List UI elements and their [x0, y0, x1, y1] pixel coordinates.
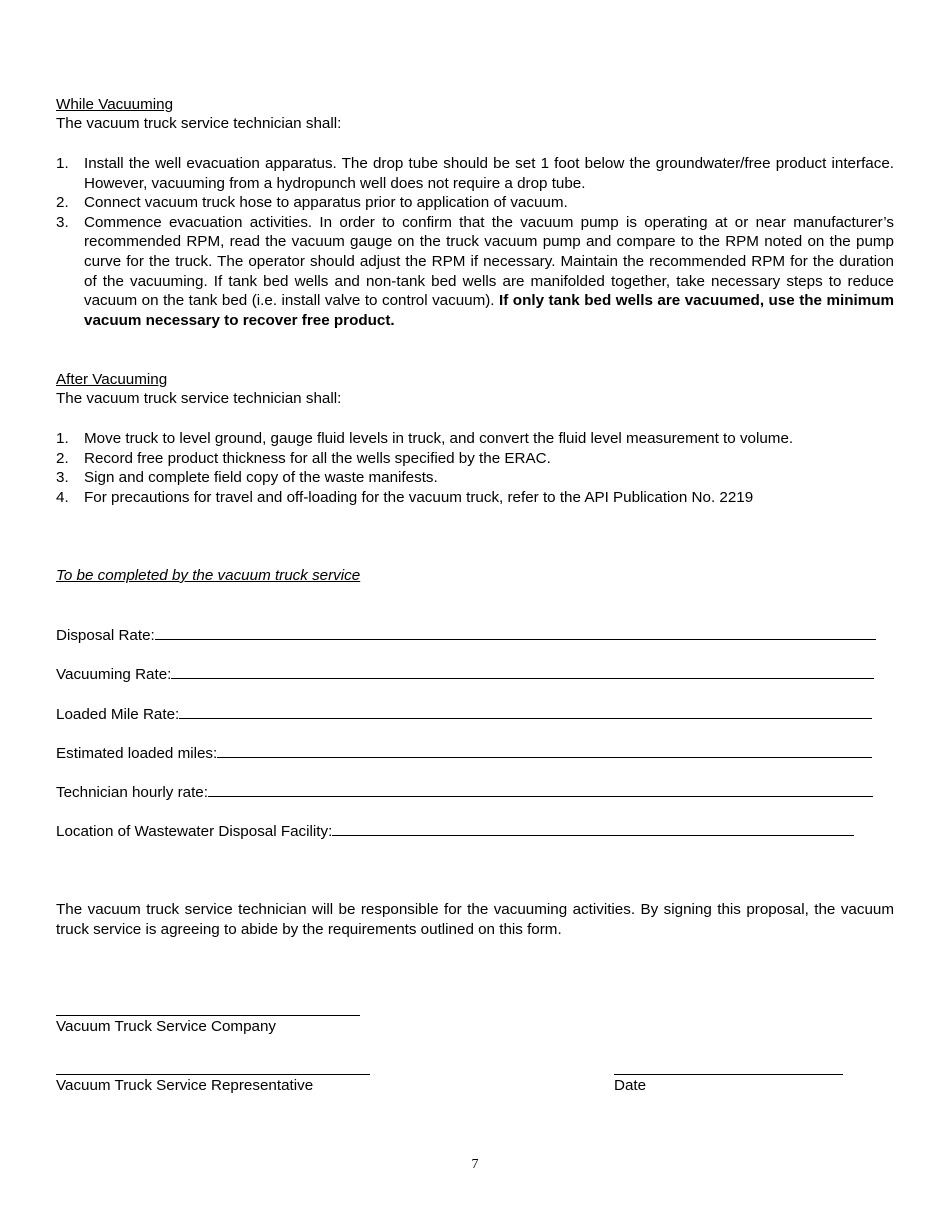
list-item-number: 1. — [56, 155, 69, 172]
while-vacuuming-intro: The vacuum truck service technician shall: — [56, 115, 342, 132]
field-label: Vacuuming Rate: — [56, 666, 172, 683]
list-item-text: Sign and complete field copy of the waste manifests. — [84, 469, 438, 487]
disposal-facility-location-input-line[interactable] — [332, 821, 854, 836]
list-item-number: 3. — [56, 469, 69, 487]
list-item-bold-text: If only tank bed wells are vacuumed, use the minimum vacuum necessary to recover free product. — [84, 292, 894, 329]
list-item — [56, 449, 894, 469]
loaded-mile-rate-field[interactable] — [56, 704, 872, 725]
list-item — [56, 193, 894, 213]
list-item — [56, 213, 894, 331]
completion-section-heading: To be completed by the vacuum truck service — [56, 567, 361, 584]
list-item-text: Connect vacuum truck hose to apparatus prior to application of vacuum. — [84, 194, 568, 212]
list-item-text: Install the well evacuation apparatus. The drop tube should be set 1 foot below the groundwater/free product interface. However, vacuuming from a hydropunch well does not require a drop tube. — [84, 155, 894, 192]
list-item — [56, 429, 894, 449]
vacuuming-rate-input-line[interactable] — [171, 664, 874, 679]
list-item-number: 4. — [56, 488, 69, 506]
disposal-rate-field[interactable] — [56, 625, 876, 646]
field-label: Disposal Rate: — [56, 627, 155, 644]
list-item — [56, 154, 894, 193]
list-item-number: 3. — [56, 213, 69, 231]
list-item-text: Commence evacuation activities. In order to confirm that the vacuum pump is operating at or near manufacturer’s recommended RPM, read the vacuum gauge on the truck vacuum pump and compare to the RPM noted on the pump curve for the truck. The operator should adjust the RPM if necessary. Maintain the recommended RPM for the duration of the vacuuming. If tank bed wells and non-tank bed wells are manifolded together, take necessary steps to reduce vacuum on the tank bed (i.e. install valve to control vacuum). — [84, 213, 894, 310]
disposal-facility-location-field[interactable] — [56, 821, 854, 842]
after-vacuuming-list — [56, 429, 894, 507]
disposal-rate-input-line[interactable] — [155, 625, 876, 640]
field-label: Estimated loaded miles: — [56, 745, 218, 762]
date-signature-line[interactable] — [614, 1074, 843, 1075]
while-vacuuming-heading: While Vacuuming — [56, 96, 174, 113]
list-item-number: 1. — [56, 430, 69, 447]
list-item-text: Record free product thickness for all the wells specified by the ERAC. — [84, 449, 551, 467]
loaded-mile-rate-input-line[interactable] — [179, 704, 872, 719]
estimated-loaded-miles-field[interactable] — [56, 743, 872, 764]
company-signature-label: Vacuum Truck Service Company — [56, 1018, 277, 1035]
list-item-number: 2. — [56, 194, 69, 212]
technician-hourly-rate-field[interactable] — [56, 782, 873, 803]
while-vacuuming-list — [56, 154, 894, 330]
field-label: Location of Wastewater Disposal Facility: — [56, 823, 333, 840]
list-item-text: For precautions for travel and off-loading for the vacuum truck, refer to the API Publication No. 2219 — [84, 488, 754, 506]
after-vacuuming-intro: The vacuum truck service technician shall: — [56, 390, 342, 407]
list-item — [56, 488, 894, 508]
list-item-number: 2. — [56, 449, 69, 467]
after-vacuuming-heading: After Vacuuming — [56, 371, 168, 388]
estimated-loaded-miles-input-line[interactable] — [217, 743, 872, 758]
field-label: Technician hourly rate: — [56, 784, 208, 801]
representative-signature-label: Vacuum Truck Service Representative — [56, 1077, 314, 1094]
technician-hourly-rate-input-line[interactable] — [208, 782, 873, 797]
vacuuming-rate-field[interactable] — [56, 664, 874, 685]
list-item-text: Move truck to level ground, gauge fluid levels in truck, and convert the fluid level measurement to volume. — [84, 430, 794, 447]
date-signature-label: Date — [614, 1077, 647, 1094]
field-label: Loaded Mile Rate: — [56, 706, 180, 723]
agreement-paragraph: The vacuum truck service technician will be responsible for the vacuuming activities. By signing this proposal, the vacuum truck service is agreeing to abide by the requirements outlined on this form. — [56, 901, 894, 938]
company-signature-line[interactable] — [56, 1015, 360, 1016]
list-item — [56, 468, 894, 488]
representative-signature-line[interactable] — [56, 1074, 370, 1075]
page-number: 7 — [471, 1157, 479, 1172]
